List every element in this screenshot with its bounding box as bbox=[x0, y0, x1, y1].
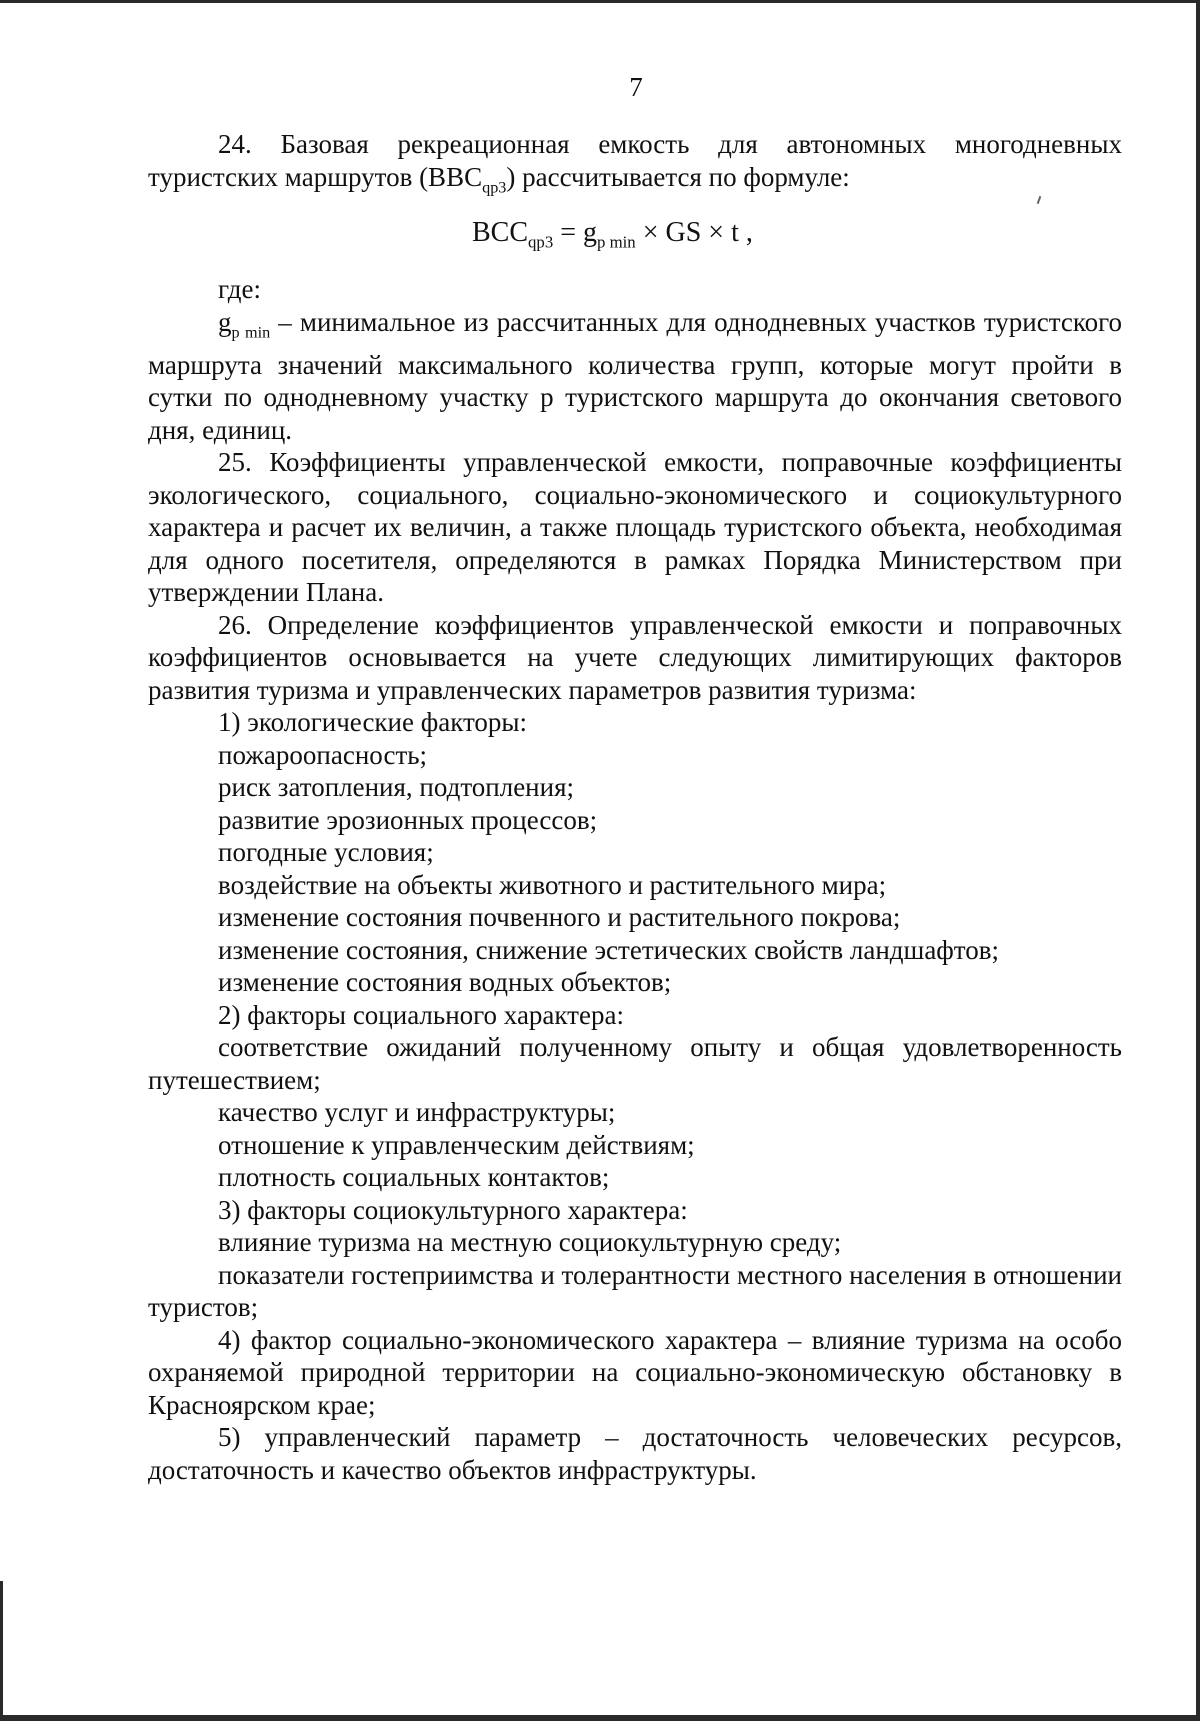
where-label: где: bbox=[218, 274, 261, 305]
list-item: развитие эрозионных процессов; bbox=[218, 804, 598, 835]
list-item: изменение состояния водных объектов; bbox=[218, 967, 672, 998]
list-item: отношение к управленческим действиям; bbox=[218, 1129, 695, 1160]
g-definition-subscript: p min bbox=[231, 323, 271, 342]
paragraph-24-end: ) рассчитывается по формуле: bbox=[506, 161, 850, 192]
scan-edge-right bbox=[1196, 0, 1200, 1721]
list-item: погодные условия; bbox=[218, 837, 434, 868]
list-item: плотность социальных контактов; bbox=[218, 1162, 610, 1193]
formula-g: g bbox=[583, 217, 597, 249]
group-3-title: 3) факторы социокультурного характера: bbox=[218, 1194, 688, 1225]
scan-edge-left bbox=[0, 1581, 3, 1721]
page-number: 7 bbox=[629, 72, 643, 102]
formula-rhs: × GS × t , bbox=[635, 217, 753, 249]
list-item: качество услуг и инфраструктуры; bbox=[218, 1097, 616, 1128]
paragraph-25: 25. Коэффициенты управленческой емкости, поправочные коэффициенты экологического, социального, социально-экономического и социокультурного характера и расчет их величин, а также площадь туристского объекта, необходимая для одного посетителя, определяются в рамках Порядка Министерством при утверждении Плана. bbox=[148, 447, 1122, 608]
group-2-title: 2) факторы социального характера: bbox=[218, 999, 624, 1030]
formula-lhs-subscript: qp3 bbox=[528, 232, 554, 252]
scan-edge-top bbox=[0, 0, 1200, 3]
group-1-title: 1) экологические факторы: bbox=[218, 707, 528, 738]
list-item: влияние туризма на местную социокультурную среду; bbox=[218, 1227, 842, 1258]
group-4: 4) фактор социально-экономического характера – влияние туризма на особо охраняемой природной территории на социально-экономическую обстановку в Красноярском крае; bbox=[148, 1324, 1122, 1420]
paragraph-26: 26. Определение коэффициентов управленческой емкости и поправочных коэффициентов основывается на учете следующих лимитирующих факторов развития туризма и управленческих параметров развития туризма: bbox=[148, 609, 1122, 705]
list-item: показатели гостеприимства и толерантности местного населения в отношении туристов; bbox=[148, 1259, 1122, 1323]
group-5: 5) управленческий параметр – достаточность человеческих ресурсов, достаточность и качество объектов инфраструктуры. bbox=[148, 1422, 1122, 1485]
formula-lhs: BCC bbox=[472, 217, 529, 249]
paragraph-24-text: 24. Базовая рекреационная емкость для автономных многодневных туристских маршрутов (BBC bbox=[148, 129, 1122, 192]
paragraph-24-subscript: qp3 bbox=[482, 177, 507, 196]
formula bbox=[148, 217, 1122, 259]
list-item: пожароопасность; bbox=[218, 739, 428, 770]
formula-equals: = bbox=[553, 217, 583, 249]
scan-edge-bottom bbox=[0, 1715, 1200, 1721]
formula-g-subscript: p min bbox=[597, 232, 636, 252]
document-body bbox=[148, 128, 1122, 1486]
g-definition-symbol: g bbox=[218, 306, 232, 337]
list-item: изменение состояния, снижение эстетических свойств ландшафтов; bbox=[218, 934, 999, 965]
list-item: воздействие на объекты животного и растительного мира; bbox=[218, 869, 887, 900]
paragraph-24 bbox=[148, 128, 1122, 203]
g-definition-text: – минимальное из рассчитанных для однодневных участков туристского маршрута значений максимального количества групп, которые могут пройти в сутки по однодневному участку p туристского маршрута до окончания светового дня, единиц. bbox=[148, 306, 1122, 445]
list-item: изменение состояния почвенного и растительного покрова; bbox=[218, 902, 901, 933]
g-definition bbox=[148, 306, 1122, 446]
list-item: риск затопления, подтопления; bbox=[218, 772, 574, 803]
list-item: соответствие ожиданий полученному опыту и общая удовлетворенность путешествием; bbox=[148, 1032, 1122, 1095]
